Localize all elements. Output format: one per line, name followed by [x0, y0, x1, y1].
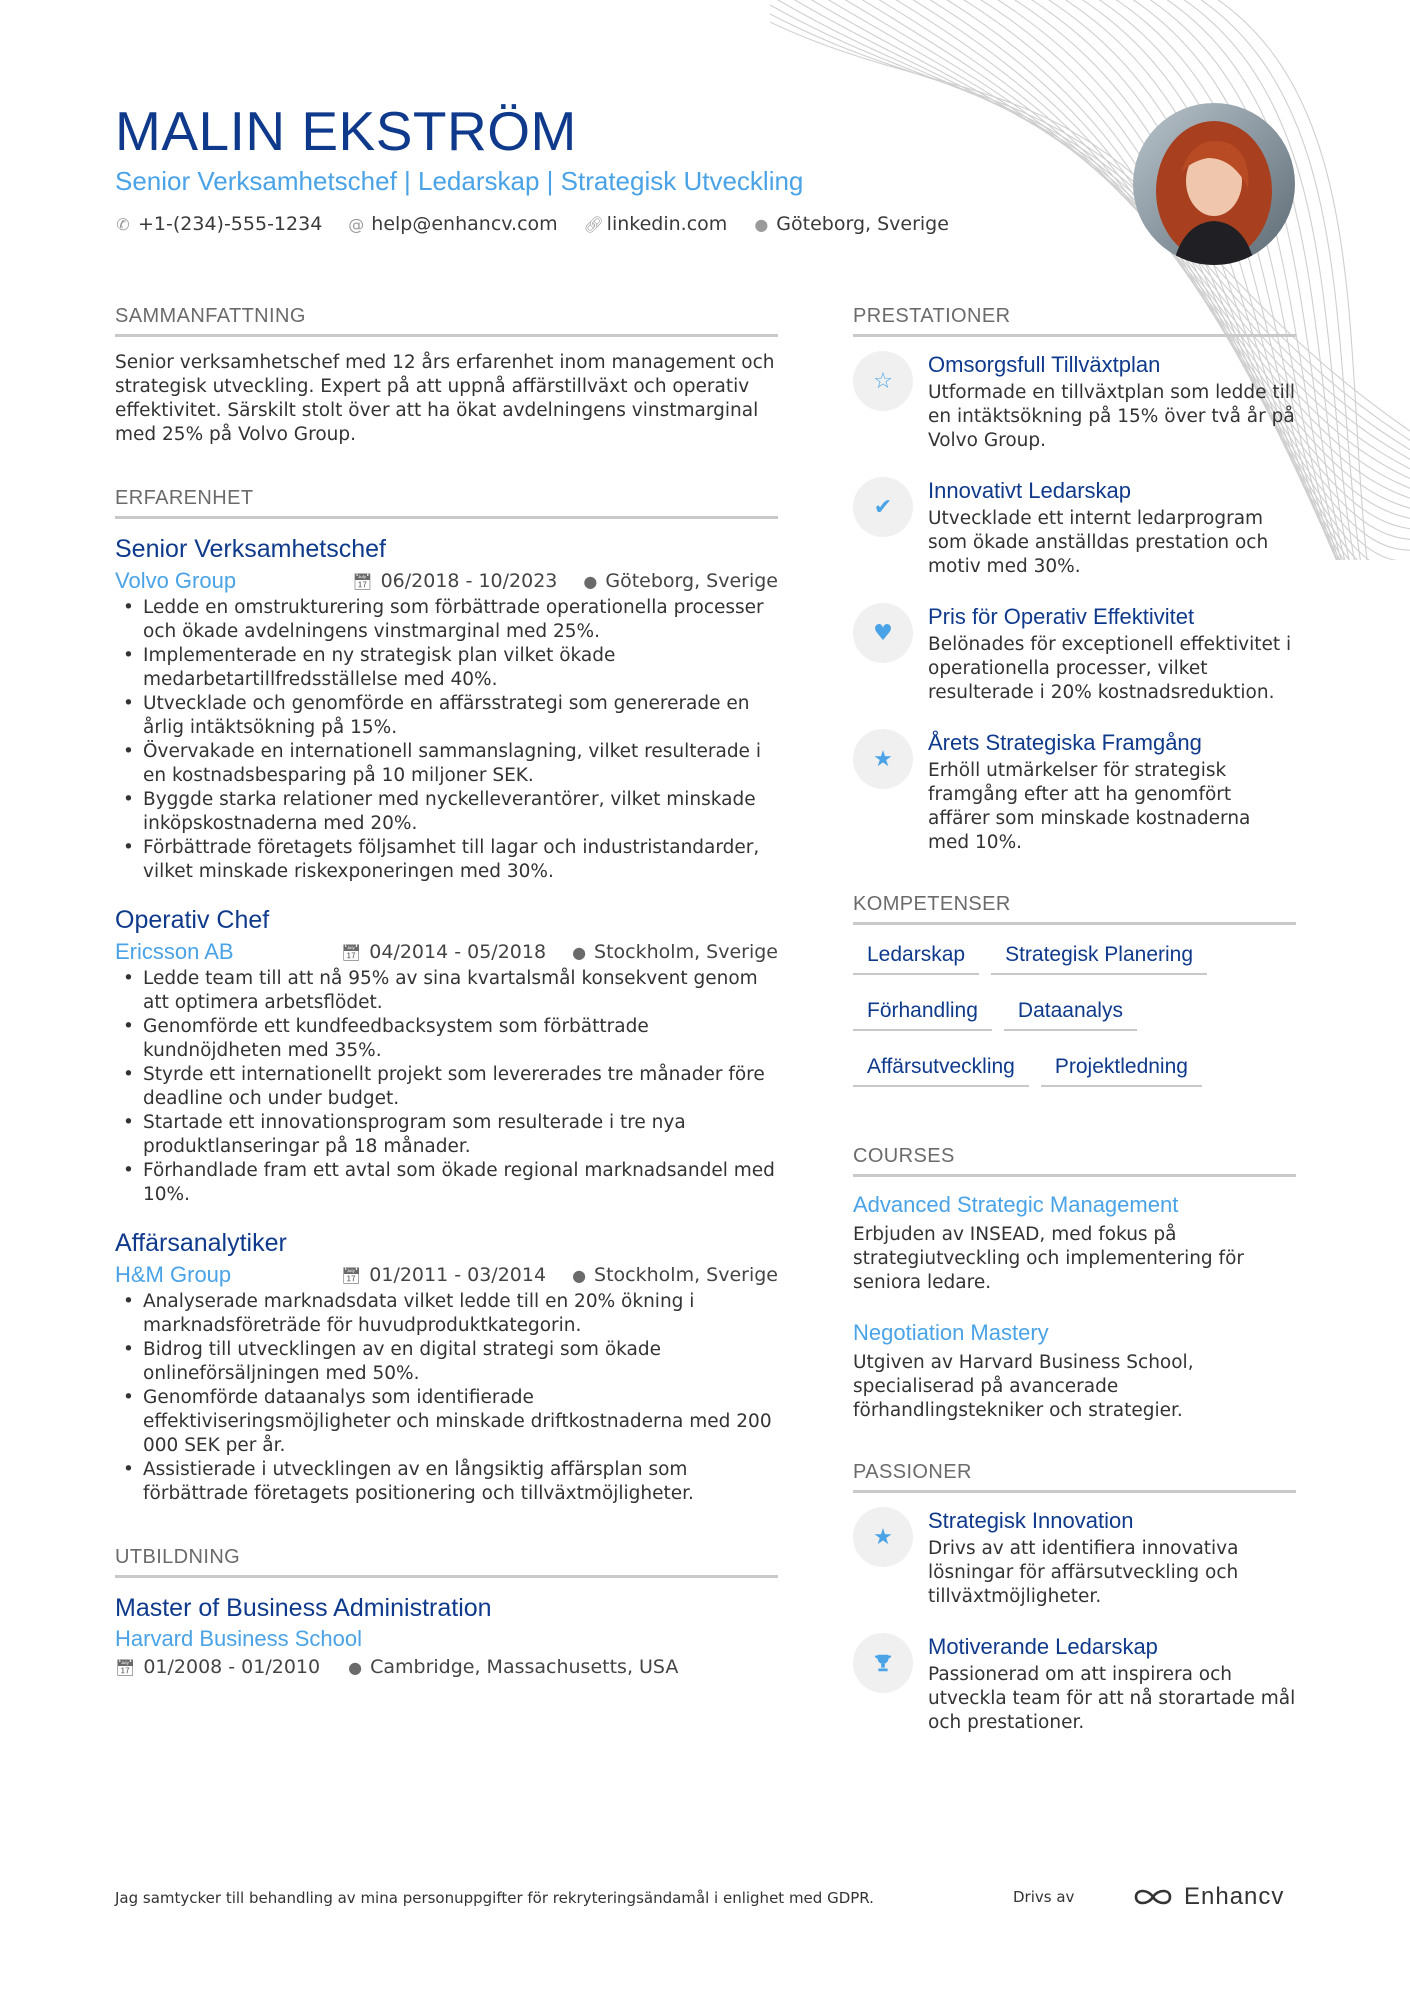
education-location: [348, 1656, 678, 1678]
contact-email-text: help@enhancv.com: [371, 213, 558, 235]
contact-linkedin-text: linkedin.com: [606, 213, 728, 235]
bullet-item: • Genomförde dataanalys som identifierade effektiviseringsmöjligheter och minskade driftkostnaderna med 200 000 SEK per år.: [115, 1386, 778, 1458]
job-dates-text: 04/2014 - 05/2018: [369, 941, 547, 963]
passion-desc: Drivs av att identifiera innovativa lösningar för affärsutveckling och tillväxtmöjligheter.: [928, 1538, 1239, 1607]
passion-desc: Passionerad om att inspirera och utveckla team för att nå storartade mål och prestationer.: [928, 1664, 1296, 1733]
achievement-desc: Erhöll utmärkelser för strategisk framgång efter att ha genomfört affärer som minskade kostnaderna med 10%.: [928, 760, 1251, 853]
summary-text: Senior verksamhetschef med 12 års erfarenhet inom management och strategisk utveckling. Expert på att uppnå affärstillväxt och operativ effektivitet. Särskilt stolt över att ha ökat avdelningens vinstmarginal med 25% på Volvo Group.: [115, 352, 775, 445]
job-entry: [115, 533, 778, 884]
job-location: [572, 1264, 778, 1286]
skill-tag: Projektledning: [1041, 1051, 1202, 1087]
job-meta: [115, 939, 778, 965]
bullet-item: • Ledde team till att nå 95% av sina kvartalsmål konsekvent genom att optimera arbetsflödet.: [115, 967, 778, 1015]
bullet-item: • Ledde en omstrukturering som förbättrade operationella processer och ökade avdelningens vinstmarginal med 25%.: [115, 596, 778, 644]
bullet-item: • Förbättrade företagets följsamhet till lagar och industristandarder, vilket minskade riskexponeringen med 30%.: [115, 836, 778, 884]
skill-tag: Ledarskap: [853, 939, 979, 975]
achievement-item: [853, 603, 1296, 705]
course-item: [853, 1191, 1296, 1295]
location-icon: ●: [754, 214, 769, 234]
calendar-icon: 📅︎: [340, 1265, 362, 1285]
star-outline-icon: ☆: [853, 351, 913, 411]
job-company: Volvo Group: [115, 568, 237, 593]
contact-location-text: Göteborg, Sverige: [776, 213, 949, 235]
bullet-item: • Förhandlade fram ett avtal som ökade regional marknadsandel med 10%.: [115, 1159, 778, 1207]
contact-location: [753, 213, 949, 235]
bullet-item: • Analyserade marknadsdata vilket ledde till en 20% ökning i marknadsföreträde för huvudproduktkategorin.: [115, 1290, 778, 1338]
job-location: [572, 941, 778, 963]
passion-item: [853, 1633, 1296, 1735]
education-location-text: Cambridge, Massachusetts, USA: [370, 1656, 679, 1678]
job-location-text: Stockholm, Sverige: [594, 1264, 778, 1286]
contact-phone[interactable]: [115, 213, 322, 235]
job-bullets: [115, 596, 778, 884]
skills-heading: KOMPETENSER: [853, 893, 1296, 925]
skills-list: [853, 939, 1296, 1107]
contact-email[interactable]: [348, 213, 557, 235]
experience-heading: ERFARENHET: [115, 487, 778, 519]
achievement-title: Omsorgsfull Tillväxtplan: [928, 352, 1161, 377]
location-icon: ●: [583, 571, 598, 591]
passion-title: Strategisk Innovation: [928, 1508, 1134, 1533]
job-location: [583, 570, 778, 592]
location-icon: ●: [572, 942, 587, 962]
passion-item: [853, 1507, 1296, 1609]
degree-title: Master of Business Administration: [115, 1594, 492, 1622]
achievement-item: [853, 729, 1296, 855]
job-dates: [341, 941, 546, 963]
job-title: Affärsanalytiker: [115, 1229, 287, 1257]
course-desc: Utgiven av Harvard Business School, specialiserad på avancerade förhandlingstekniker och strategier.: [853, 1352, 1194, 1421]
course-title: Negotiation Mastery: [853, 1320, 1049, 1345]
enhancv-logo[interactable]: [1130, 1883, 1284, 1911]
contact-phone-text: +1-(234)-555-1234: [138, 213, 323, 235]
powered-by-label: Drivs av: [1013, 1888, 1075, 1906]
location-icon: ●: [572, 1265, 587, 1285]
calendar-icon: 📅︎: [340, 942, 362, 962]
infinity-logo-icon: [1130, 1885, 1176, 1909]
calendar-icon: 📅︎: [352, 571, 373, 591]
passion-title: Motiverande Ledarskap: [928, 1634, 1158, 1659]
course-desc: Erbjuden av INSEAD, med fokus på strategiutveckling och implementering för seniora ledare.: [853, 1224, 1244, 1293]
bullet-item: • Bidrog till utvecklingen av en digital strategi som ökade onlineförsäljningen med 50%.: [115, 1338, 778, 1386]
job-company: Ericsson AB: [115, 939, 234, 964]
skill-tag: Affärsutveckling: [853, 1051, 1029, 1087]
courses-section: [853, 1145, 1296, 1423]
bullet-item: • Implementerade en ny strategisk plan vilket ökade medarbetartillfredsställelse med 40%.: [115, 644, 778, 692]
achievements-heading: PRESTATIONER: [853, 305, 1296, 337]
bullet-item: • Utvecklade och genomförde en affärsstrategi som genererade en årlig intäktsökning på 15%.: [115, 692, 778, 740]
location-icon: ●: [348, 1657, 363, 1677]
check-icon: ✔: [853, 477, 913, 537]
skill-tag: Dataanalys: [1004, 995, 1137, 1031]
right-column: [853, 305, 1296, 1759]
job-title: Senior Verksamhetschef: [115, 535, 386, 563]
contact-linkedin[interactable]: [584, 213, 728, 235]
at-icon: @: [348, 214, 365, 234]
experience-section: [115, 487, 778, 1506]
star-icon: ★: [853, 729, 913, 789]
profile-photo: [1133, 103, 1295, 265]
calendar-icon: 📅︎: [115, 1657, 136, 1677]
education-meta: [115, 1656, 778, 1678]
skill-tag: Strategisk Planering: [991, 939, 1207, 975]
summary-heading: SAMMANFATTNING: [115, 305, 778, 337]
candidate-headline: Senior Verksamhetschef | Ledarskap | Strategisk Utveckling: [115, 166, 804, 196]
job-dates: [341, 1264, 546, 1286]
page-footer: [115, 1883, 1295, 1913]
gdpr-consent: Jag samtycker till behandling av mina personuppgifter för rekryteringsändamål i enlighet med GDPR.: [115, 1889, 874, 1907]
achievement-desc: Utformade en tillväxtplan som ledde till en intäktsökning på 15% över två år på Volvo Group.: [928, 382, 1296, 451]
passions-heading: PASSIONER: [853, 1461, 1296, 1493]
bullet-item: • Assistierade i utvecklingen av en långsiktig affärsplan som förbättrade företagets positionering och tillväxtmöjligheter.: [115, 1458, 778, 1506]
heart-icon: ♥: [853, 603, 913, 663]
bullet-item: • Övervakade en internationell sammanslagning, vilket resulterade i en kostnadsbesparing på 10 miljoner SEK.: [115, 740, 778, 788]
candidate-name: MALIN EKSTRÖM: [115, 100, 577, 162]
courses-heading: COURSES: [853, 1145, 1296, 1177]
trophy-icon: [853, 1633, 913, 1693]
bullet-item: • Genomförde ett kundfeedbacksystem som förbättrade kundnöjdheten med 35%.: [115, 1015, 778, 1063]
star-icon: ★: [853, 1507, 913, 1567]
link-icon: 🔗︎: [583, 214, 604, 234]
job-dates: [352, 570, 557, 592]
job-company: H&M Group: [115, 1262, 232, 1287]
course-item: [853, 1319, 1296, 1423]
bullet-item: • Styrde ett internationellt projekt som levererades tre månader före deadline och under budget.: [115, 1063, 778, 1111]
job-bullets: [115, 1290, 778, 1506]
job-meta: [115, 1262, 778, 1288]
job-entry: [115, 904, 778, 1207]
achievement-desc: Utvecklade ett internt ledarprogram som ökade anställdas prestation och motiv med 30%.: [928, 508, 1269, 577]
course-title: Advanced Strategic Management: [853, 1192, 1179, 1217]
school-name: Harvard Business School: [115, 1626, 363, 1651]
bullet-item: • Byggde starka relationer med nyckelleverantörer, vilket minskade inköpskostnaderna med 20%.: [115, 788, 778, 836]
achievement-title: Årets Strategiska Framgång: [928, 730, 1202, 755]
job-entry: [115, 1227, 778, 1506]
education-section: [115, 1546, 778, 1678]
achievement-title: Innovativt Ledarskap: [928, 478, 1132, 503]
job-meta: [115, 568, 778, 594]
skill-tag: Förhandling: [853, 995, 992, 1031]
contact-list: [115, 213, 1095, 235]
job-dates-text: 01/2011 - 03/2014: [369, 1264, 547, 1286]
left-column: [115, 305, 778, 1678]
education-dates: [115, 1656, 320, 1678]
bullet-item: • Startade ett innovationsprogram som resulterade i tre nya produktlanseringar på 18 månader.: [115, 1111, 778, 1159]
summary-section: [115, 305, 778, 447]
brand-name: Enhancv: [1184, 1883, 1285, 1910]
education-dates-text: 01/2008 - 01/2010: [143, 1656, 321, 1678]
skills-section: [853, 893, 1296, 1107]
achievement-item: [853, 351, 1296, 453]
achievement-title: Pris för Operativ Effektivitet: [928, 604, 1195, 629]
achievement-desc: Belönades för exceptionell effektivitet i operationella processer, vilket resulterade i 20% kostnadsreduktion.: [928, 634, 1292, 703]
resume-header: [115, 98, 1095, 235]
job-dates-text: 06/2018 - 10/2023: [380, 570, 558, 592]
phone-icon: ✆: [116, 214, 130, 234]
job-title: Operativ Chef: [115, 906, 270, 934]
job-location-text: Stockholm, Sverige: [594, 941, 778, 963]
achievements-section: [853, 305, 1296, 855]
passions-section: [853, 1461, 1296, 1735]
achievement-item: [853, 477, 1296, 579]
job-location-text: Göteborg, Sverige: [605, 570, 778, 592]
education-heading: UTBILDNING: [115, 1546, 778, 1578]
job-bullets: [115, 967, 778, 1207]
